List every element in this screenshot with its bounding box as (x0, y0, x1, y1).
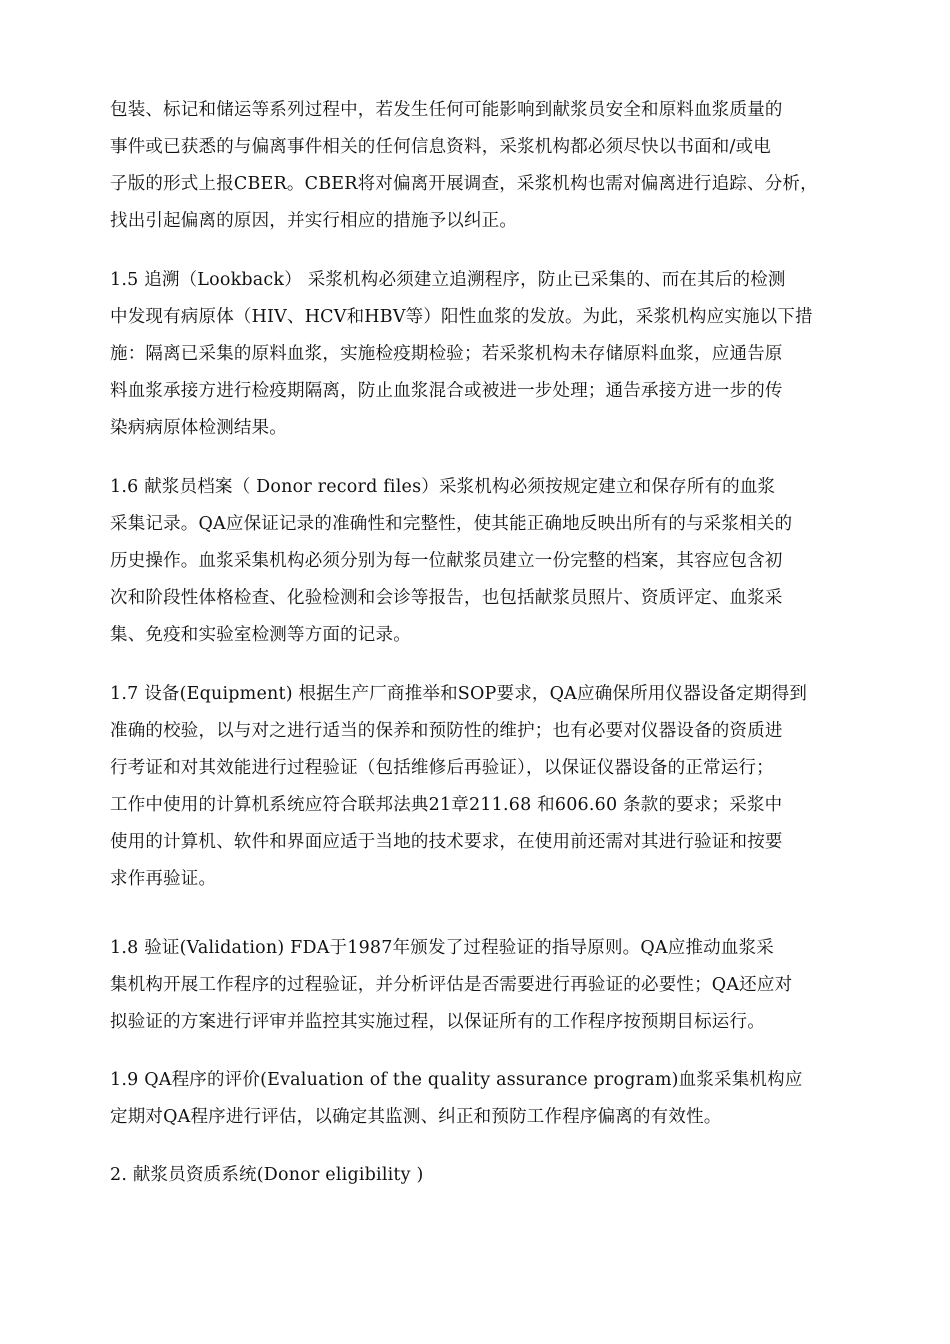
section-heading: 2. 献浆员资质系统(Donor eligibility ) (110, 1165, 424, 1185)
paragraph-equipment (110, 676, 850, 898)
text-line: 次和阶段性体格检查、化验检测和会诊等报告，也包括献浆员照片、资质评定、血浆采 (110, 588, 783, 608)
text-line: 1.8 验证(Validation) FDA于1987年颁发了过程验证的指导原则。QA应推动血浆采 (110, 938, 774, 958)
text-line: 定期对QA程序进行评估，以确定其监测、纠正和预防工作程序偏离的有效性。 (110, 1107, 722, 1127)
text-line: 拟验证的方案进行评审并监控其实施过程，以保证所有的工作程序按预期目标运行。 (110, 1012, 765, 1032)
text-line: 中发现有病原体（HIV、HCV和HBV等）阳性血浆的发放。为此，采浆机构应实施以下措 (110, 307, 813, 327)
text-line: 1.6 献浆员档案（ Donor record files）采浆机构必须按规定建立和保存所有的血浆 (110, 477, 776, 497)
text-line: 行考证和对其效能进行过程验证（包括维修后再验证），以保证仪器设备的正常运行； (110, 758, 774, 778)
text-line: 包装、标记和储运等系列过程中，若发生任何可能影响到献浆员安全和原料血浆质量的 (110, 100, 783, 120)
paragraph-donor-record-files (110, 469, 850, 654)
paragraph-validation (110, 930, 850, 1041)
text-line: 施：隔离已采集的原料血浆，实施检疫期检验；若采浆机构未存储原料血浆，应通告原 (110, 344, 783, 364)
text-line: 1.9 QA程序的评价(Evaluation of the quality assurance program)血浆采集机构应 (110, 1070, 803, 1090)
text-line: 工作中使用的计算机系统应符合联邦法典21章211.68 和606.60 条款的要求；采浆中 (110, 795, 783, 815)
text-line: 事件或已获悉的与偏离事件相关的任何信息资料，采浆机构都必须尽快以书面和/或电 (110, 137, 771, 157)
text-line: 1.5 追溯（Lookback） 采浆机构必须建立追溯程序，防止已采集的、而在其后的检测 (110, 270, 786, 290)
paragraph-lookback (110, 262, 850, 447)
paragraph-deviation-reporting (110, 92, 850, 240)
text-line: 子版的形式上报CBER。CBER将对偏离开展调查，采浆机构也需对偏离进行追踪、分析， (110, 174, 818, 194)
text-line: 采集记录。QA应保证记录的准确性和完整性，使其能正确地反映出所有的与采浆相关的 (110, 514, 793, 534)
text-line: 染病病原体检测结果。 (110, 418, 287, 438)
text-line: 准确的校验，以与对之进行适当的保养和预防性的维护；也有必要对仪器设备的资质进 (110, 721, 783, 741)
text-line: 集机构开展工作程序的过程验证，并分析评估是否需要进行再验证的必要性；QA还应对 (110, 975, 793, 995)
text-line: 找出引起偏离的原因，并实行相应的措施予以纠正。 (110, 211, 518, 231)
text-line: 历史操作。血浆采集机构必须分别为每一位献浆员建立一份完整的档案，其容应包含初 (110, 551, 783, 571)
text-line: 集、免疫和实验室检测等方面的记录。 (110, 625, 411, 645)
paragraph-qa-evaluation (110, 1062, 850, 1136)
section-heading-donor-eligibility (110, 1157, 850, 1194)
text-line: 1.7 设备(Equipment) 根据生产厂商推举和SOP要求，QA应确保所用仪器设备定期得到 (110, 684, 808, 704)
text-line: 求作再验证。 (110, 869, 217, 889)
text-line: 使用的计算机、软件和界面应适于当地的技术要求，在使用前还需对其进行验证和按要 (110, 832, 783, 852)
text-line: 料血浆承接方进行检疫期隔离，防止血浆混合或被进一步处理；通告承接方进一步的传 (110, 381, 783, 401)
